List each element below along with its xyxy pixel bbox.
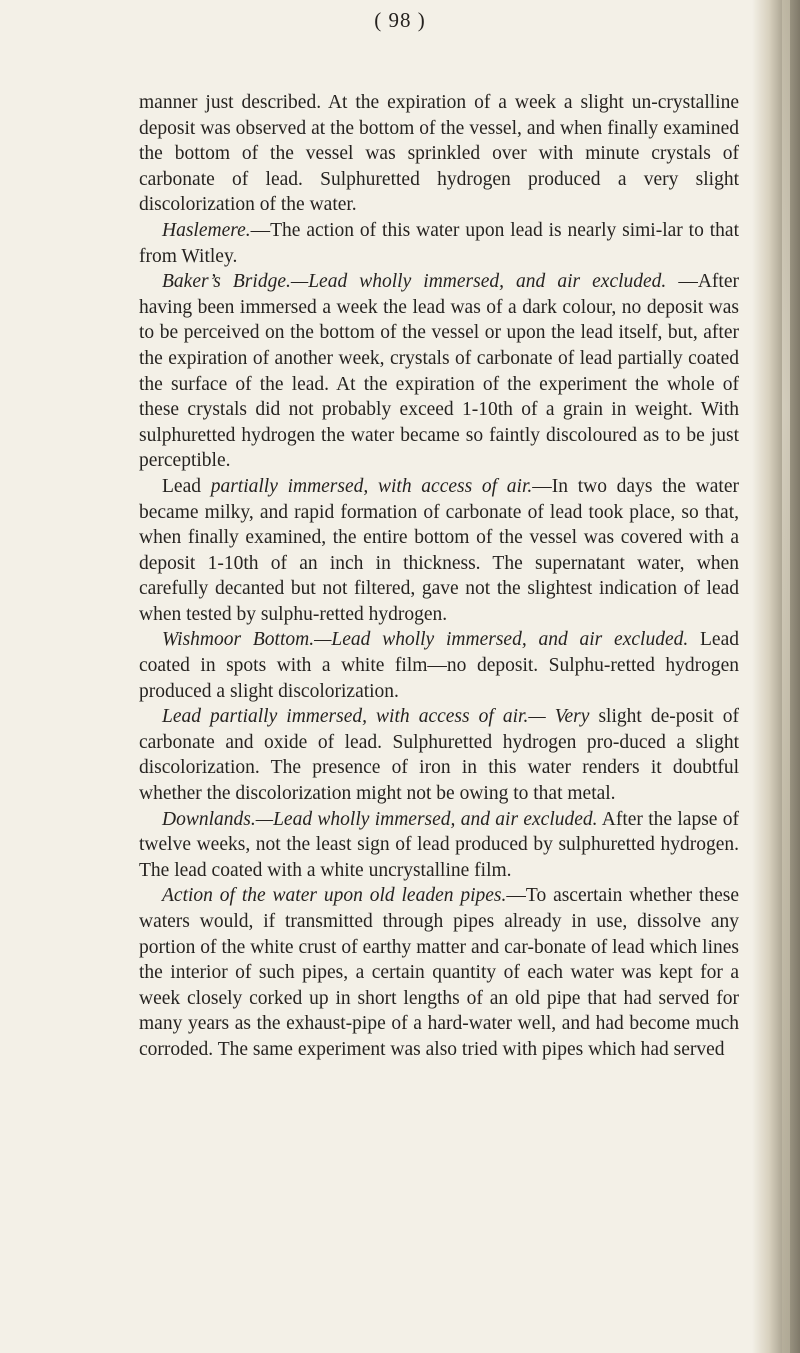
paragraph	[139, 218, 739, 269]
paragraph	[139, 883, 739, 1062]
paragraph-text: —The action of this water upon lead is nearly simi-lar to that from Witley.	[139, 219, 739, 267]
paragraph-lead: Lead	[162, 475, 211, 497]
paragraph	[139, 704, 739, 806]
paragraph-text: —After having been immersed a week the lead was of a dark colour, no deposit was to be perceived on the bottom of the vessel or upon the lead itself, but, after the expiration of another week, crystals of carbonate of lead partially coated the surface of the lead. At the expiration of the experiment the whole of these crystals did not probably exceed 1-10th of a grain in weight. With sulphuretted hydrogen the water became so faintly discoloured as to be just perceptible.	[139, 271, 739, 472]
paragraph-text: —To ascertain whether these waters would, if transmitted through pipes already in use, dissolve any portion of the white crust of earthy matter and car-bonate of lead which lines the interior of such pipes, a certain quantity of each water was kept for a week closely corked up in short lengths of an old pipe that had served for many years as the exhaust-pipe of a hard-water well, and had become much corroded. The same experiment was also tried with pipes which had served	[139, 885, 739, 1060]
paragraph	[139, 474, 739, 628]
section-heading: Action of the water upon old leaden pipes.	[162, 885, 507, 907]
paragraph	[139, 269, 739, 474]
paragraph-text: manner just described. At the expiration of a week a slight un-crystalline deposit was observed at the bottom of the vessel, and when finally examined the bottom of the vessel was sprinkled over with minute crystals of carbonate of lead. Sulphuretted hydrogen produced a very slight discolorization of the water.	[139, 92, 739, 216]
page-number: ( 98 )	[374, 8, 426, 32]
section-heading: Haslemere.	[162, 219, 251, 241]
experiment-condition: —Lead wholly immersed, and air excluded.	[290, 271, 667, 293]
section-heading: Wishmoor Bottom.	[162, 629, 315, 651]
page-edge-band	[782, 0, 790, 1353]
section-heading: Baker’s Bridge.	[162, 271, 291, 293]
paragraph-text: Lead coated in spots with a white film—no deposit. Sulphu-retted hydrogen produced a slight discolorization.	[139, 629, 739, 702]
experiment-condition: —Lead wholly immersed, and air excluded.	[314, 629, 689, 651]
experiment-condition: Lead partially immersed, with access of air.	[162, 706, 529, 728]
paragraph	[139, 627, 739, 704]
experiment-condition: —Lead wholly immersed, and air excluded.	[255, 808, 598, 830]
body-text	[139, 90, 739, 1063]
page-edge-shadow	[752, 0, 800, 1353]
paragraph-text: slight de-posit of carbonate and oxide of lead. Sulphuretted hydrogen pro-duced a slight discolorization. The presence of iron in this water renders it doubtful whether the discolorization might not be owing to that metal.	[139, 706, 739, 805]
paragraph	[139, 90, 739, 218]
experiment-condition: partially immersed, with access of air.	[210, 475, 533, 497]
paragraph-text: After the lapse of twelve weeks, not the least sign of lead produced by sulphuretted hydrogen. The lead coated with a white uncrystalline film.	[139, 808, 740, 881]
paragraph-text: —In two days the water became milky, and rapid formation of carbonate of lead took place, so that, when finally examined, the entire bottom of the vessel was covered with a deposit 1-10th of an inch in thickness. The supernatant water, when carefully decanted but not filtered, gave not the slightest indication of lead when tested by sulphu-retted hydrogen.	[139, 475, 739, 625]
experiment-condition: — Very	[528, 706, 590, 728]
section-heading: Downlands.	[162, 808, 256, 830]
paragraph	[139, 807, 739, 884]
